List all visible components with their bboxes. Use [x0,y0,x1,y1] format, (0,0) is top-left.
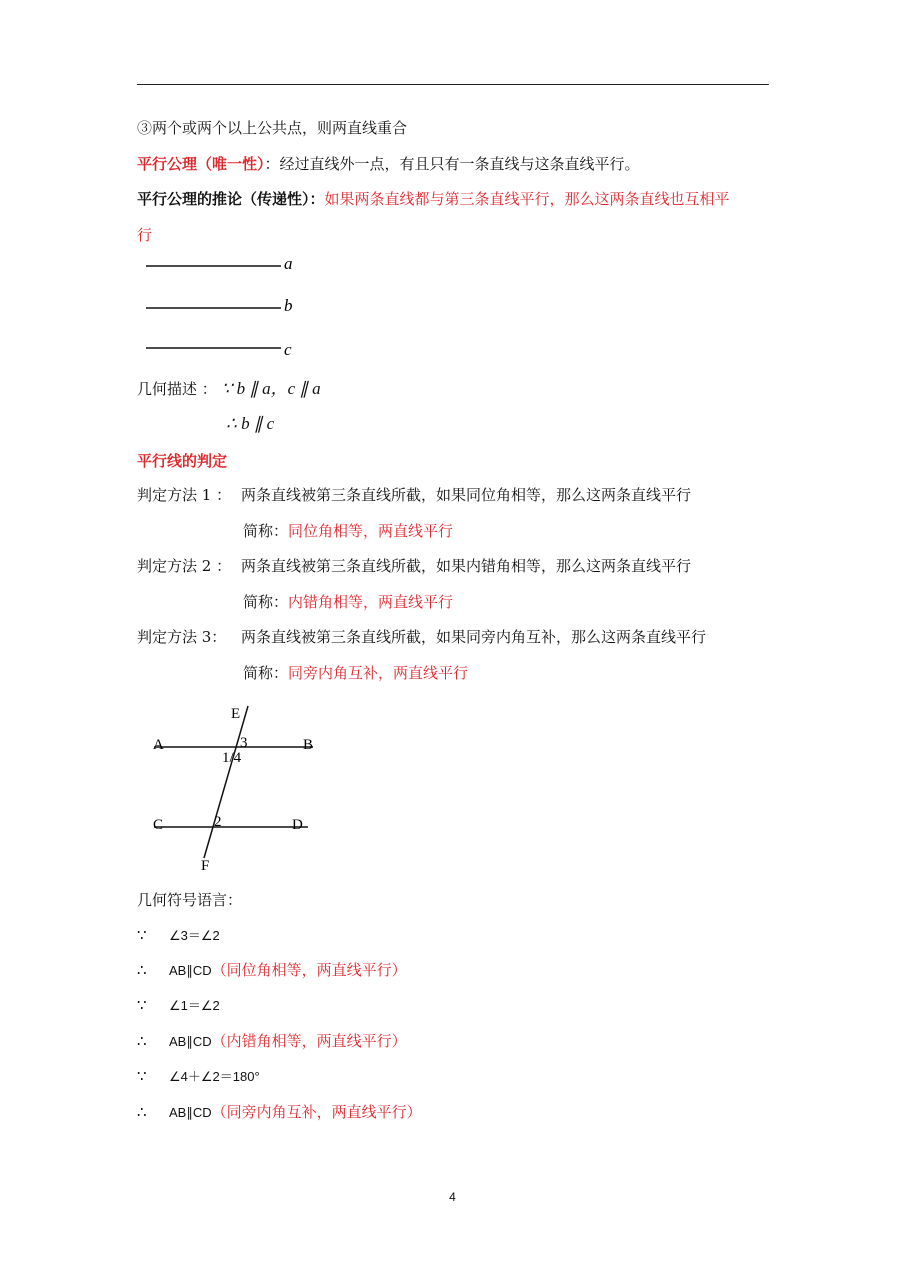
proof-text: AB∥CD [169,963,212,978]
method-2-short [243,592,453,612]
proof-text: AB∥CD [169,1105,212,1120]
proof-text: ∠3＝∠2 [169,928,220,943]
method-1-short-text: 同位角相等，两直线平行 [288,522,454,540]
line-three-points: ③两个或两个以上公共点，则两直线重合 [137,119,408,137]
therefore-symbol: ∴ [137,1032,147,1050]
method-2-text: 两条直线被第三条直线所截，如果内错角相等，那么这两条直线平行 [241,557,692,575]
short-label: 简称： [243,522,289,540]
method-3-label: 判定方法 3： [137,628,227,646]
page-number: 4 [449,1190,456,1204]
method-1-text: 两条直线被第三条直线所截，如果同位角相等，那么这两条直线平行 [241,486,692,504]
method-3-text: 两条直线被第三条直线所截，如果同旁内角互补，那么这两条直线平行 [241,628,707,646]
method-3-short-text: 同旁内角互补，两直线平行 [288,664,469,682]
transversal-ef [204,706,248,858]
label-c: C [153,817,164,833]
label-c: c [284,340,292,359]
corollary-text: 如果两条直线都与第三条直线平行，那么这两条直线也互相平 [324,190,730,208]
axiom-text: ：经过直线外一点，有且只有一条直线与这条直线平行。 [264,155,640,173]
parallel-lines-figure [143,252,313,362]
proof-line [137,995,220,1016]
label-d: D [292,817,303,833]
corollary-label: 平行公理的推论（传递性）： [137,190,325,208]
method-1-short [243,521,453,541]
label-e: E [231,706,241,722]
proof-note: （同位角相等，两直线平行） [211,961,407,979]
because-symbol: ∵ [137,926,147,944]
section-title: 平行线的判定 [137,452,228,470]
header-rule [137,84,769,85]
label-a: a [284,254,293,273]
proof-text: ∠4＋∠2＝180° [169,1069,260,1084]
label-a: A [153,737,164,753]
proof-line [137,1102,422,1123]
method-3 [137,627,706,647]
proof-line [137,960,407,981]
proof-line [137,1031,407,1052]
geo-desc-given: ∵ b ∥ a，c ∥ a [221,379,321,398]
geometry-description [137,379,321,399]
because-symbol: ∵ [137,996,147,1014]
proof-note: （同旁内角互补，两直线平行） [211,1103,422,1121]
label-b: b [284,296,293,315]
angle-3-label: 3 [240,735,248,751]
angle-1-4-label: 1/4 [222,750,242,766]
method-3-short [243,663,468,683]
therefore-symbol: ∴ [137,961,147,979]
corollary-text-cont: 行 [137,226,153,244]
transversal-figure [150,700,330,875]
axiom-label: 平行公理（唯一性） [137,155,265,173]
proof-line [137,925,220,946]
geo-desc-label: 几何描述 ： [137,380,217,398]
geo-desc-conclusion [226,414,274,434]
symbol-language-title: 几何符号语言： [137,891,243,909]
method-2-label: 判定方法 2 ： [137,557,232,575]
proof-note: （内错角相等，两直线平行） [211,1032,407,1050]
angle-2-label: 2 [214,814,222,830]
parallel-axiom [137,154,640,174]
proof-text: AB∥CD [169,1034,212,1049]
therefore-symbol: ∴ [137,1103,147,1121]
proof-line [137,1066,260,1087]
axiom-corollary [137,189,730,209]
short-label: 简称： [243,664,289,682]
proof-text: ∠1＝∠2 [169,998,220,1013]
conclusion-text: ∴ b ∥ c [226,414,275,433]
method-1 [137,485,691,505]
method-1-label: 判定方法 1 ： [137,486,232,504]
because-symbol: ∵ [137,1067,147,1085]
method-2-short-text: 内错角相等，两直线平行 [288,593,454,611]
short-label: 简称： [243,593,289,611]
method-2 [137,556,691,576]
label-f: F [201,858,210,874]
label-b: B [303,737,314,753]
